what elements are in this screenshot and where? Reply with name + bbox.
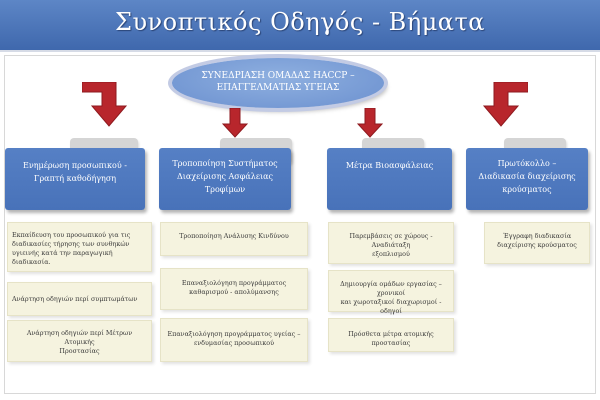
note-work-groups xyxy=(328,270,454,315)
step-box-fsms-update xyxy=(159,148,291,210)
step-1-line-1: Ενημέρωση προσωπικού - xyxy=(23,161,127,170)
center-node-line-2: ΕΠΑΓΓΕΛΜΑΤΙΑΣ ΥΓΕΙΑΣ xyxy=(216,83,340,93)
arrow-down-step-3 xyxy=(357,108,383,138)
note-additional-ppe xyxy=(328,318,454,352)
note-1-1-line-1: Εκπαίδευση του προσωπικού για τις xyxy=(12,231,131,239)
note-2-2-line-1: Επαναξιολόγηση προγράμματος xyxy=(181,279,287,287)
note-1-2-line-1: Ανάρτηση οδηγιών περί συμπτωμάτων xyxy=(12,295,138,303)
step-3-line-1: Μέτρα Βιοασφάλειας xyxy=(345,161,434,170)
note-1-3-line-2: Προστασίας xyxy=(59,347,100,355)
title-bar xyxy=(0,0,600,52)
step-1-line-2: Γραπτή καθοδήγηση xyxy=(33,174,117,183)
note-2-2-line-2: καθαρισμού - απολύμανσης xyxy=(189,288,279,296)
step-2-line-2: Διαχείρισης Ασφάλειας xyxy=(176,172,274,181)
center-node-hacccp-meeting xyxy=(172,58,384,108)
note-3-1-line-2: εξοπλισμού xyxy=(372,250,410,258)
note-cleaning-program xyxy=(160,268,308,310)
note-3-2-line-2: και χωροταξικοί διαχωρισμοί - οδηγοί xyxy=(340,298,442,315)
note-1-1-line-3: υγιεινής κατά την παραγωγική διαδικασία. xyxy=(12,249,113,266)
step-box-biosecurity xyxy=(327,148,452,210)
note-2-3-line-2: ενδυμασίας προσωπικού xyxy=(193,339,274,347)
step-2-line-1: Τροποποίηση Συστήματος xyxy=(172,159,278,168)
center-node-line-1: ΣΥΝΕΔΡΙΑΣΗ ΟΜΑΔΑΣ HACCP – xyxy=(201,71,355,81)
arrow-down-step-1 xyxy=(82,82,128,128)
note-risk-analysis-update xyxy=(160,222,308,256)
step-4-line-1: Πρωτόκολλο – xyxy=(497,159,557,168)
note-health-clothing-program xyxy=(160,318,308,362)
note-4-1-line-1: Έγγραφη διαδικασία xyxy=(502,232,572,240)
note-staff-training xyxy=(7,222,152,272)
note-2-3-line-1: Επαναξιολόγηση προγράμματος υγείας – xyxy=(167,330,301,338)
step-box-staff-briefing xyxy=(5,148,145,210)
step-2-line-3: Τροφίμων xyxy=(204,185,246,194)
note-case-procedure-document xyxy=(484,222,590,264)
note-3-2-line-1: Δημιουργία ομάδων εργασίας – χρονικοί xyxy=(340,280,442,297)
step-box-case-protocol xyxy=(466,148,588,210)
note-4-1-line-2: διαχείρισης κρούσματος xyxy=(497,241,577,249)
note-symptom-guidelines xyxy=(7,282,152,316)
page-title: Συνοπτικός Οδηγός - Βήματα xyxy=(115,8,485,36)
note-3-3-line-1: Πρόσθετα μέτρα ατομικής προστασίας xyxy=(348,330,434,347)
arrow-down-step-4 xyxy=(482,82,528,128)
note-1-3-line-1: Ανάρτηση οδηγιών περί Μέτρων Ατομικής xyxy=(26,329,133,346)
note-space-interventions xyxy=(328,222,454,264)
step-4-line-3: κρούσματος xyxy=(502,185,552,194)
arrow-down-step-2 xyxy=(222,108,248,138)
note-2-1-line-1: Τροποποίηση Ανάλυσης Κινδύνου xyxy=(179,232,289,240)
step-4-line-2: Διαδικασία διαχείρισης xyxy=(478,172,576,181)
note-1-1-line-2: διαδικασίες τήρησης των συνθηκών xyxy=(12,240,130,248)
note-3-1-line-1: Παρεμβάσεις σε χώρους - Αναδιάταξη xyxy=(349,232,433,249)
note-ppe-guidelines xyxy=(7,320,152,362)
